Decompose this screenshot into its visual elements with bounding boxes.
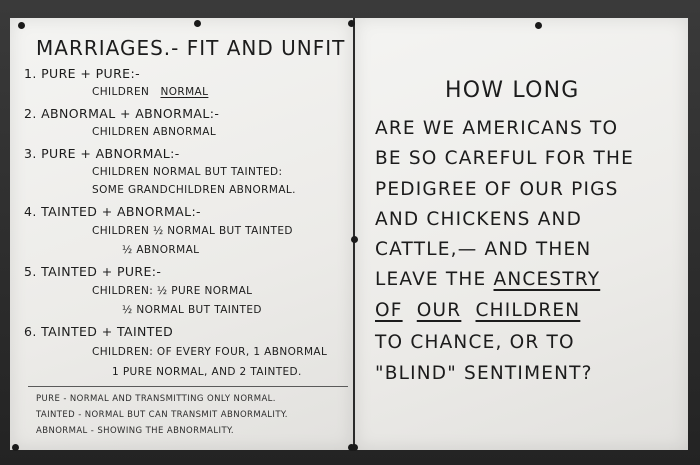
- sign-title: MARRIAGES.- FIT AND UNFIT: [36, 36, 346, 60]
- rule-3-outcome-line2: SOME GRANDCHILDREN ABNORMAL.: [92, 184, 296, 196]
- rule-6-outcome-line1: CHILDREN: OF EVERY FOUR, 1 ABNORMAL: [92, 346, 328, 358]
- rule-4-outcome-line2: ½ ABNORMAL: [122, 244, 200, 256]
- rule-3: 3. PURE + ABNORMAL:-: [24, 146, 180, 161]
- sign-line-3: BE SO CAREFUL FOR THE: [375, 148, 634, 169]
- rule-3-outcome-line1: CHILDREN NORMAL BUT TAINTED:: [92, 166, 283, 178]
- pushpin-icon: [348, 20, 355, 27]
- rule-2: 2. ABNORMAL + ABNORMAL:-: [24, 106, 220, 121]
- key-pure: PURE - NORMAL AND TRANSMITTING ONLY NORMAL.: [36, 394, 276, 404]
- sign-line-7: LEAVE THE ANCESTRY: [375, 269, 601, 290]
- rule-6: 6. TAINTED + TAINTED: [24, 324, 174, 339]
- rule-5-outcome-line1: CHILDREN: ½ PURE NORMAL: [92, 285, 253, 297]
- pushpin-icon: [535, 22, 542, 29]
- rule-6-outcome-line2: 1 PURE NORMAL, AND 2 TAINTED.: [112, 366, 302, 378]
- sign-line-9: TO CHANCE, OR TO: [375, 332, 575, 353]
- sign-line-10: "BLIND" SENTIMENT?: [375, 363, 593, 384]
- pushpin-icon: [12, 444, 19, 451]
- pushpin-icon: [351, 236, 358, 243]
- sign-line-8: OF OUR CHILDREN: [375, 300, 581, 321]
- pushpin-icon: [351, 444, 358, 451]
- sign-line-4: PEDIGREE OF OUR PIGS: [375, 179, 619, 200]
- sign-line-5: AND CHICKENS AND: [375, 209, 583, 230]
- rule-1: 1. PURE + PURE:-: [24, 66, 140, 81]
- pedigree-sign: [355, 18, 688, 450]
- sign-line-6: CATTLE,— AND THEN: [375, 239, 592, 260]
- rule-5-outcome-line2: ½ NORMAL BUT TAINTED: [122, 304, 262, 316]
- pushpin-icon: [194, 20, 201, 27]
- rule-2-outcome: CHILDREN ABNORMAL: [92, 126, 217, 138]
- rule-5: 5. TAINTED + PURE:-: [24, 264, 162, 279]
- sign-line-2: ARE WE AMERICANS TO: [375, 118, 619, 139]
- pushpin-icon: [18, 22, 25, 29]
- rule-1-outcome: CHILDREN NORMAL: [92, 86, 209, 98]
- key-tainted: TAINTED - NORMAL BUT CAN TRANSMIT ABNORMALITY.: [36, 410, 288, 420]
- marriages-sign: [10, 18, 355, 450]
- key-abnormal: ABNORMAL - SHOWING THE ABNORMALITY.: [36, 426, 235, 436]
- divider: [28, 386, 348, 387]
- sign-line-1: HOW LONG: [445, 78, 580, 103]
- rule-4: 4. TAINTED + ABNORMAL:-: [24, 204, 201, 219]
- rule-4-outcome-line1: CHILDREN ½ NORMAL BUT TAINTED: [92, 225, 293, 237]
